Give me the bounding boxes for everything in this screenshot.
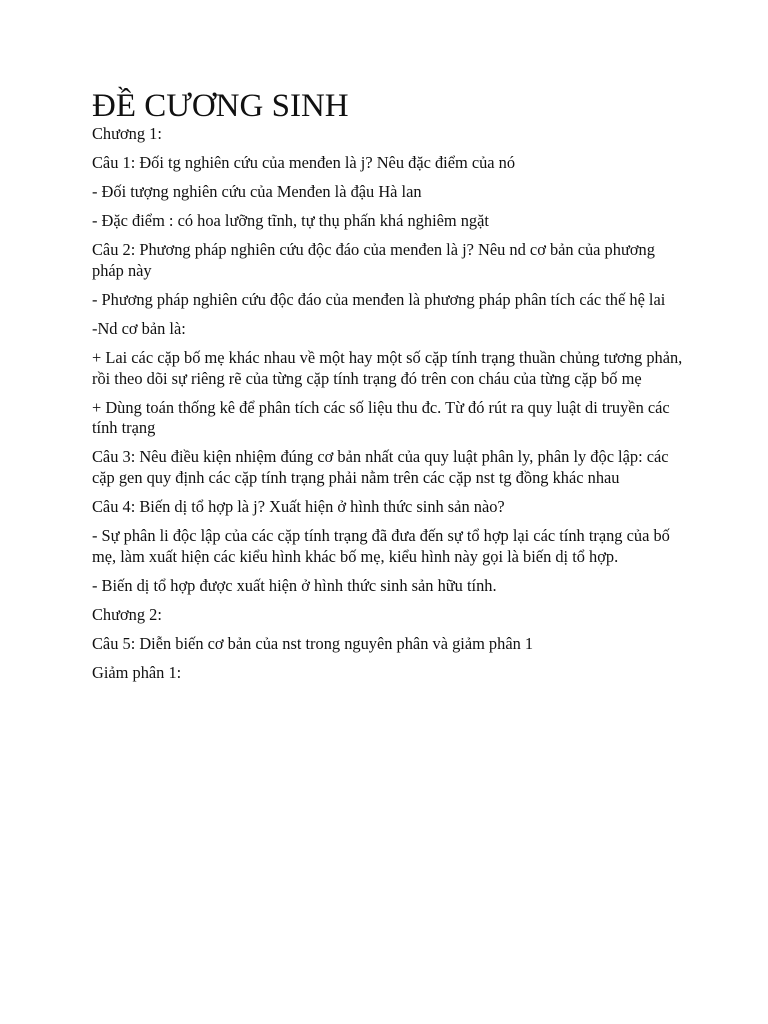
section-heading-meiosis-1: Giảm phân 1:	[92, 662, 182, 682]
answer-2a: - Phương pháp nghiên cứu độc đáo của menđen là phương pháp phân tích các thế hệ lai	[92, 289, 666, 309]
question-1: Câu 1: Đối tg nghiên cứu của menđen là j? Nêu đặc điểm của nó	[92, 153, 516, 173]
answer-2b: -Nd cơ bản là:	[92, 319, 186, 339]
question-5: Câu 5: Diễn biến cơ bản của nst trong nguyên phân và giảm phân 1	[92, 633, 534, 653]
question-2: Câu 2: Phương pháp nghiên cứu độc đáo của menđen là j? Nêu nd cơ bản của phương pháp này	[92, 240, 655, 280]
chapter-heading-2: Chương 2:	[92, 604, 162, 624]
question-3: Câu 3: Nêu điều kiện nhiệm đúng cơ bản nhất của quy luật phân ly, phân ly độc lập: các cặp gen quy định các cặp tính trạng phải nằm trên các cặp nst tg đồng khác nhau	[92, 447, 669, 487]
answer-2c: + Lai các cặp bố mẹ khác nhau về một hay một số cặp tính trạng thuần chủng tương phản, rồi theo dõi sự riêng rẽ của từng cặp tính trạng đó trên con cháu của từng cặp bố mẹ	[92, 348, 683, 388]
document-title: ĐỀ CƯƠNG SINH	[92, 88, 349, 124]
answer-4b: - Biến dị tổ hợp được xuất hiện ở hình thức sinh sản hữu tính.	[92, 575, 497, 595]
answer-1a: - Đối tượng nghiên cứu của Menđen là đậu Hà lan	[92, 182, 422, 202]
answer-2d: + Dùng toán thống kê để phân tích các số liệu thu đc. Từ đó rút ra quy luật di truyền các tính trạng	[92, 397, 670, 438]
answer-1b: - Đặc điểm : có hoa lưỡng tĩnh, tự thụ phấn khá nghiêm ngặt	[92, 211, 489, 231]
chapter-heading-1: Chương 1:	[92, 124, 162, 143]
question-4: Câu 4: Biến dị tổ hợp là j? Xuất hiện ở hình thức sinh sản nào?	[92, 496, 505, 516]
answer-4a: - Sự phân li độc lập của các cặp tính trạng đã đưa đến sự tổ hợp lại các tính trạng của bố mẹ, làm xuất hiện các kiểu hình khác bố mẹ, kiểu hình này gọi là biến dị tổ hợp.	[92, 526, 670, 566]
